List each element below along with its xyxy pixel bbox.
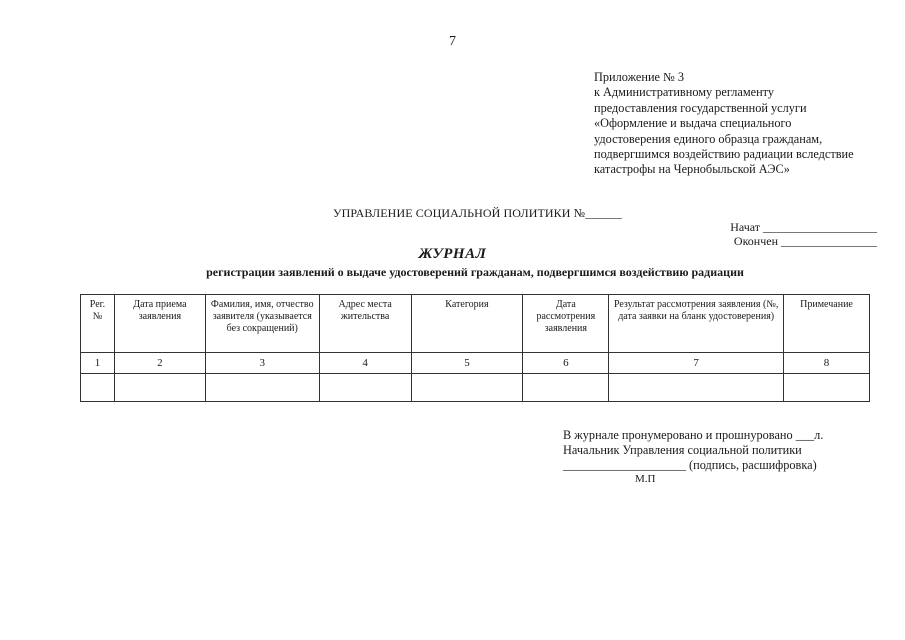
column-number: 8 bbox=[784, 353, 870, 374]
appendix-header bbox=[594, 70, 894, 178]
column-header: Дата рассмотрения заявления bbox=[523, 295, 609, 353]
finished-date-line: Окончен ________________ bbox=[733, 234, 877, 248]
column-header: Результат рассмотрения заявления (№, дата заявки на бланк удостоверения) bbox=[609, 295, 784, 353]
table-cell bbox=[114, 374, 205, 402]
department-heading: УПРАВЛЕНИЕ СОЦИАЛЬНОЙ ПОЛИТИКИ №______ bbox=[333, 206, 622, 220]
table-header-row bbox=[81, 295, 870, 353]
seal-place: М.П bbox=[635, 473, 656, 486]
column-number: 1 bbox=[81, 353, 115, 374]
column-header: Дата приема заявления bbox=[114, 295, 205, 353]
table-cell bbox=[81, 374, 115, 402]
column-number-row bbox=[81, 353, 870, 374]
table-cell bbox=[609, 374, 784, 402]
signature-line: ____________________ (подпись, расшифровка) bbox=[563, 457, 817, 472]
appendix-line: Приложение № 3 bbox=[594, 70, 685, 84]
table-cell bbox=[523, 374, 609, 402]
column-header: Примечание bbox=[784, 295, 870, 353]
table-cell bbox=[319, 374, 411, 402]
signature-block bbox=[563, 428, 823, 487]
appendix-line: «Оформление и выдача специального bbox=[594, 116, 792, 131]
column-number: 6 bbox=[523, 353, 609, 374]
column-header: Фамилия, имя, отчество заявителя (указывается без сокращений) bbox=[205, 295, 319, 353]
started-date-line: Начат ___________________ bbox=[730, 220, 877, 234]
page-number: 7 bbox=[449, 34, 456, 49]
registration-table bbox=[80, 294, 870, 402]
appendix-line: катастрофы на Чернобыльской АЭС» bbox=[594, 162, 790, 177]
pages-count-line: В журнале пронумеровано и прошнуровано ___л. bbox=[563, 428, 824, 442]
table-cell bbox=[784, 374, 870, 402]
journal-title: ЖУРНАЛ bbox=[418, 246, 487, 262]
column-header: Адрес места жительства bbox=[319, 295, 411, 353]
journal-subtitle: регистрации заявлений о выдаче удостоверений гражданам, подвергшимся воздействию радиации bbox=[206, 265, 744, 279]
head-of-department-line: Начальник Управления социальной политики bbox=[563, 442, 802, 457]
appendix-line: к Административному регламенту bbox=[594, 85, 775, 100]
appendix-line: предоставления государственной услуги bbox=[594, 100, 807, 115]
table-cell bbox=[205, 374, 319, 402]
column-number: 4 bbox=[319, 353, 411, 374]
table-cell bbox=[411, 374, 523, 402]
column-number: 5 bbox=[411, 353, 523, 374]
appendix-line: удостоверения единого образца гражданам, bbox=[594, 131, 823, 146]
column-header: Рег. № bbox=[81, 295, 115, 353]
column-number: 7 bbox=[609, 353, 784, 374]
column-number: 3 bbox=[205, 353, 319, 374]
column-number: 2 bbox=[114, 353, 205, 374]
appendix-line: подвергшимся воздействию радиации вследствие bbox=[594, 147, 854, 162]
table-row bbox=[81, 374, 870, 402]
column-header: Категория bbox=[411, 295, 523, 353]
